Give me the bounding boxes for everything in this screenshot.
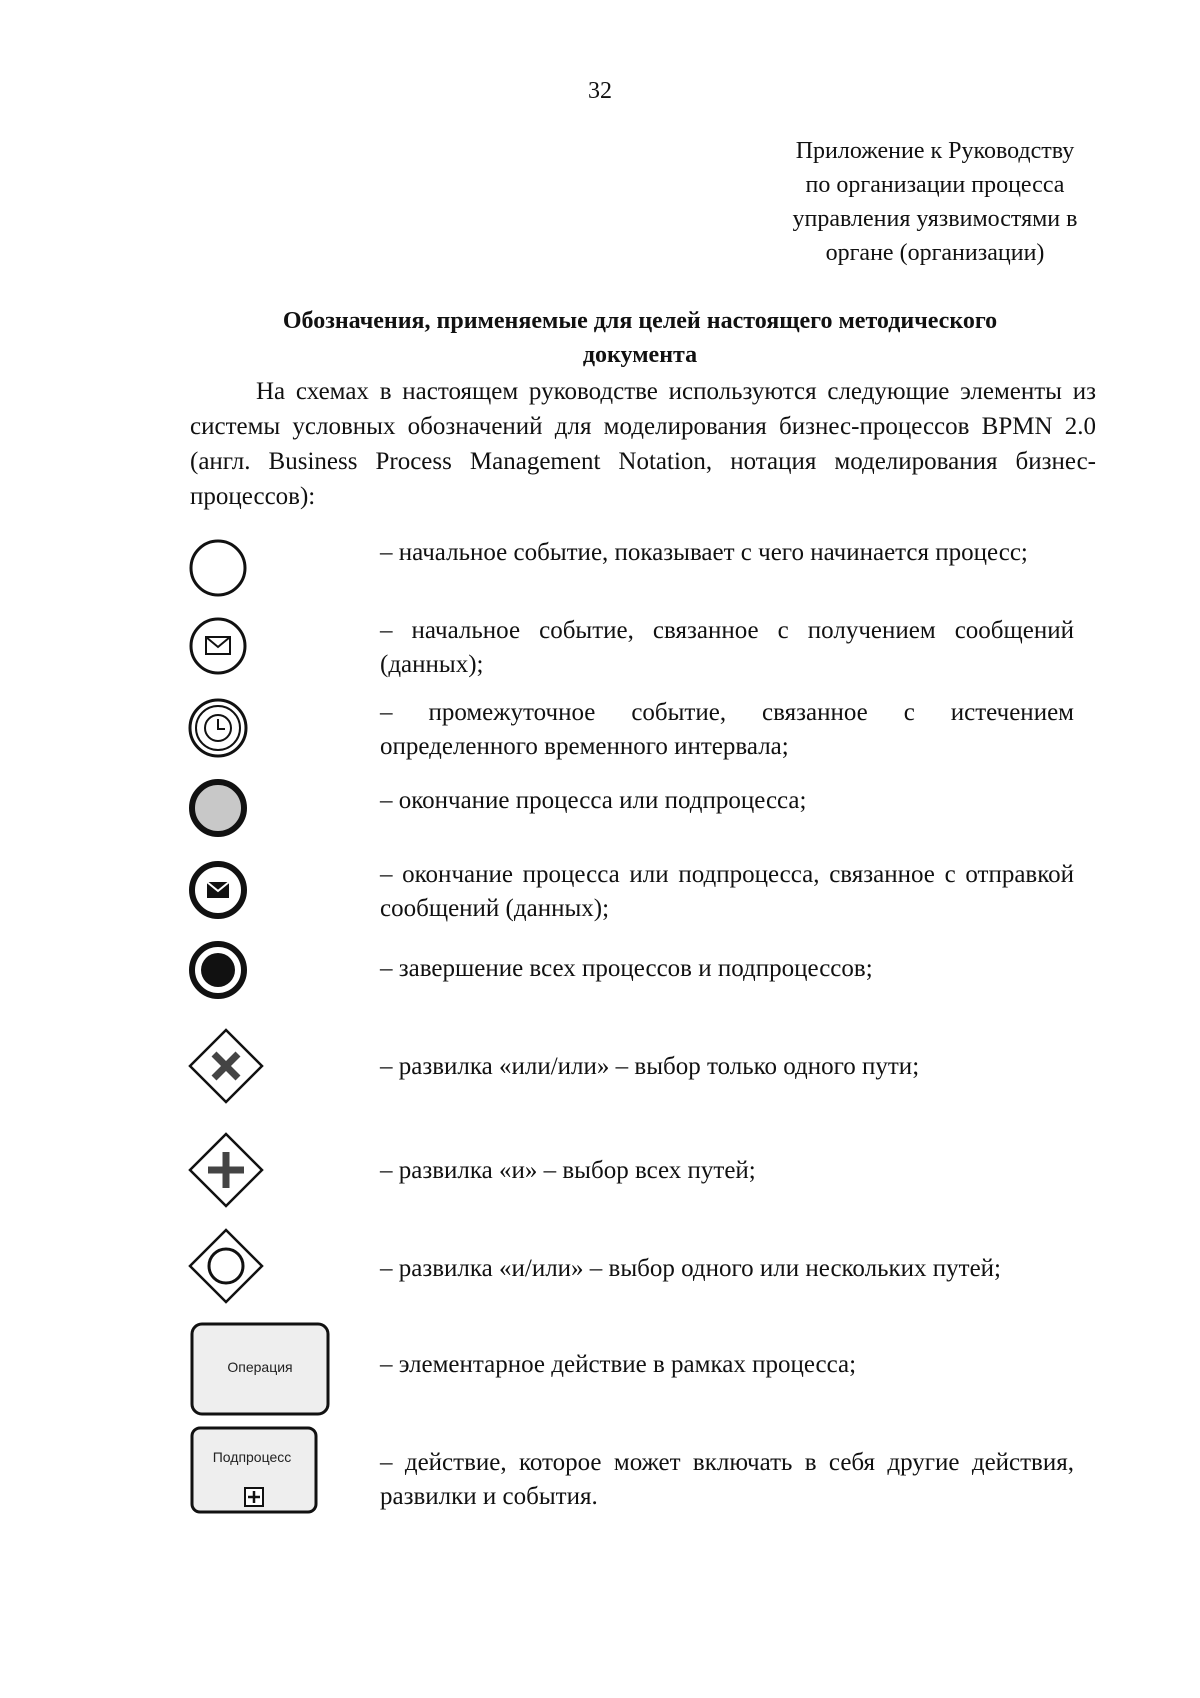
section-title-line: документа bbox=[582, 342, 698, 368]
section-title bbox=[180, 304, 1100, 372]
task-label: Операция bbox=[227, 1359, 293, 1375]
legend-text: – промежуточное событие, связанное с истечением определенного временного интервала; bbox=[380, 699, 1074, 760]
appendix-note-line: органе (организации) bbox=[825, 240, 1045, 266]
legend-text: – развилка «и/или» – выбор одного или нескольких путей; bbox=[380, 1255, 1001, 1282]
inclusive-gateway-icon bbox=[186, 1226, 336, 1326]
legend-text: – начальное событие, показывает с чего начинается процесс; bbox=[380, 539, 1028, 566]
intro-paragraph: На схемах в настоящем руководстве используются следующие элементы из системы условных обозначений для моделирования бизнес-процессов BPMN 2.0 (англ. Business Process Management Notation, нотация моделирования бизнес-процессов): bbox=[190, 378, 1096, 510]
legend-text: – завершение всех процессов и подпроцессов; bbox=[380, 955, 873, 982]
legend-text: – окончание процесса или подпроцесса; bbox=[380, 787, 807, 814]
legend-text: – действие, которое может включать в себя другие действия, развилки и события. bbox=[380, 1449, 1074, 1510]
page-number: 32 bbox=[588, 78, 612, 104]
appendix-note-line: управления уязвимостями в bbox=[792, 206, 1078, 232]
legend-text: – развилка «и» – выбор всех путей; bbox=[380, 1157, 756, 1184]
terminate-end-event-icon bbox=[186, 938, 336, 1038]
subprocess-icon bbox=[186, 1424, 336, 1524]
parallel-gateway-icon bbox=[186, 1130, 336, 1230]
appendix-note-line: Приложение к Руководству bbox=[795, 138, 1075, 164]
legend-text: – окончание процесса или подпроцесса, связанное с отправкой сообщений (данных); bbox=[380, 861, 1074, 922]
appendix-note-line: по организации процесса bbox=[805, 172, 1065, 198]
appendix-note bbox=[770, 134, 1100, 270]
legend-text: – начальное событие, связанное с получением сообщений (данных); bbox=[380, 617, 1074, 678]
exclusive-gateway-icon bbox=[186, 1026, 336, 1126]
legend-text: – элементарное действие в рамках процесса; bbox=[380, 1351, 857, 1378]
subprocess-label: Подпроцесс bbox=[212, 1449, 292, 1465]
section-title-line: Обозначения, применяемые для целей настоящего методического bbox=[282, 308, 998, 334]
legend-text: – развилка «или/или» – выбор только одного пути; bbox=[380, 1053, 920, 1080]
task-icon bbox=[186, 1320, 336, 1420]
